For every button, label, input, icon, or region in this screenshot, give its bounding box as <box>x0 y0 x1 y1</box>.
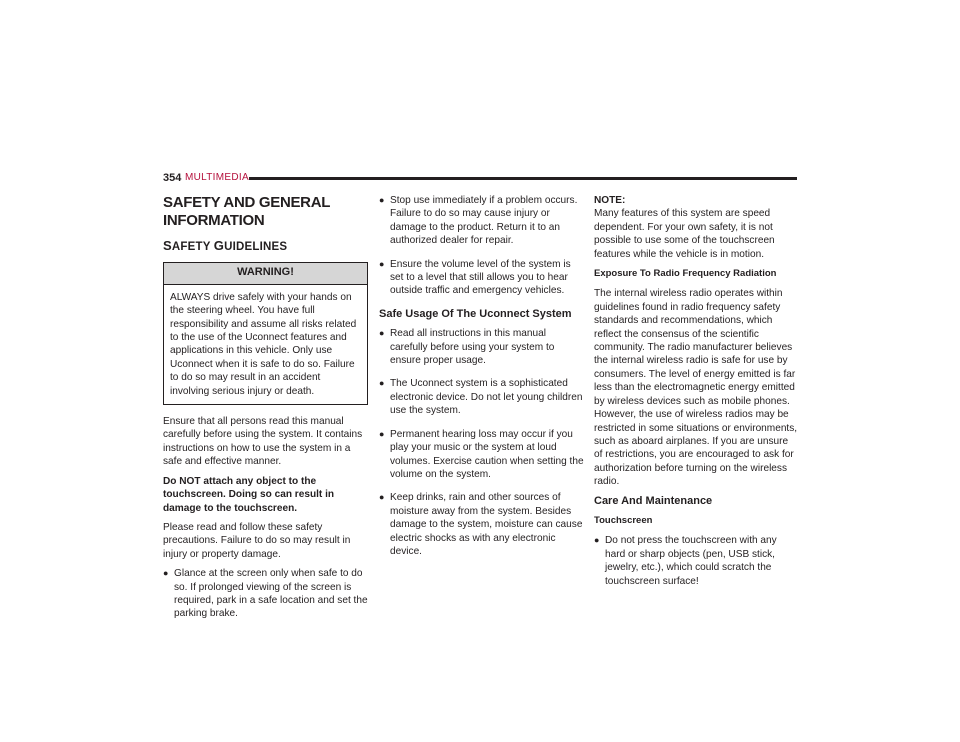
page-number: 354 <box>163 172 182 184</box>
list-item <box>379 377 584 417</box>
paragraph-bold: Do NOT attach any object to the touchscreen. Doing so can result in damage to the touchscreen. <box>163 475 335 514</box>
list-item <box>594 534 799 588</box>
list-item-text: Stop use immediately if a problem occurs. Failure to do so may cause injury or damage to the product. Return it to an authorized dealer for repair. <box>390 195 578 247</box>
page-header <box>163 172 797 188</box>
sub-title <box>163 239 368 254</box>
list-item <box>379 491 584 558</box>
list-item-text: Permanent hearing loss may occur if you play your music or the system at loud volumes. Exercise caution when setting the volume on the system. <box>390 428 584 480</box>
list-item <box>379 258 584 298</box>
list-item-text: Glance at the screen only when safe to do so. If prolonged viewing of the screen is required, park in a safe location and set the parking brake. <box>174 568 368 620</box>
list-item-text: Read all instructions in this manual carefully before using your system to ensure proper usage. <box>390 328 555 367</box>
list-item <box>163 567 368 621</box>
paragraph: The internal wireless radio operates within guidelines found in radio frequency safety standards and recommendations, which reflect the consensus of the scientific community. The radio manufacturer believes the internal wireless radio is safe for use by consumers. The level of energy emitted is far less than the electromagnetic energy emitted by wireless devices such as mobile phones. However, the use of wireless radios may be restricted in some situations or environments, such as aboard airplanes. If you are unsure of restrictions, you are encouraged to ask for authorization before turning on the wireless radio. <box>594 288 798 488</box>
bullet-icon: ● <box>379 378 385 389</box>
bullet-icon: ● <box>379 195 385 205</box>
header-rule <box>249 177 797 180</box>
rf-heading: Exposure To Radio Frequency Radiation <box>594 268 777 280</box>
list-item-text: Do not press the touchscreen with any hard or sharp objects (pen, USB stick, jewelry, etc.), which could scratch the touchscreen surface! <box>605 535 777 587</box>
section-heading: Safe Usage Of The Uconnect System <box>379 307 572 320</box>
column-3 <box>594 194 799 598</box>
list-item <box>379 428 584 482</box>
column-2 <box>379 194 584 568</box>
list-item-text: Ensure the volume level of the system is set to a level that still allows you to hear outside traffic and emergency vehicles. <box>390 258 571 297</box>
touchscreen-heading: Touchscreen <box>594 514 653 526</box>
list-item-text: Keep drinks, rain and other sources of moisture away from the system. Besides damage to the system, moisture can cause electric shocks as with any electronic device. <box>390 492 583 557</box>
warning-body: ALWAYS drive safely with your hands on the steering wheel. You have full responsibility and assume all risks related to the use of the Uconnect features and applications in this vehicle. Only use Uconnect when it is safe to do so. Failure to do so may result in an accident involving serious injury or death. <box>170 291 357 397</box>
list-item-text: The Uconnect system is a sophisticated electronic device. Do not let young children use the system. <box>390 378 583 417</box>
bullet-list <box>163 567 368 621</box>
subtitle-text: UIDELINES <box>224 241 288 253</box>
subtitle-text: AFETY <box>171 241 214 253</box>
subtitle-cap: G <box>213 238 225 253</box>
warning-heading: WARNING! <box>164 263 367 284</box>
paragraph: Please read and follow these safety precautions. Failure to do so may result in injury or property damage. <box>163 521 351 560</box>
bullet-icon: ● <box>163 568 169 579</box>
warning-box <box>163 262 368 405</box>
bullet-icon: ● <box>594 535 600 546</box>
subtitle-cap: S <box>163 238 172 253</box>
list-item <box>379 327 584 367</box>
bullet-icon: ● <box>379 428 385 439</box>
care-heading: Care And Maintenance <box>594 494 713 507</box>
bullet-list <box>594 534 799 588</box>
column-1 <box>163 194 368 631</box>
bullet-list <box>379 327 584 558</box>
note-label: NOTE: <box>594 195 626 206</box>
section-name: MULTIMEDIA <box>185 172 249 183</box>
note-text: Many features of this system are speed dependent. For your own safety, it is not possible to use some of the touchscreen features while the vehicle is in motion. <box>594 208 775 260</box>
bullet-icon: ● <box>379 258 385 269</box>
main-title: SAFETY AND GENERAL INFORMATION <box>163 194 330 229</box>
bullet-icon: ● <box>379 492 385 503</box>
bullet-list <box>379 194 584 298</box>
list-item <box>379 194 584 248</box>
bullet-icon: ● <box>379 328 385 339</box>
paragraph: Ensure that all persons read this manual carefully before using the system. It contains instructions on how to use the system in a safe and effective manner. <box>163 416 363 468</box>
